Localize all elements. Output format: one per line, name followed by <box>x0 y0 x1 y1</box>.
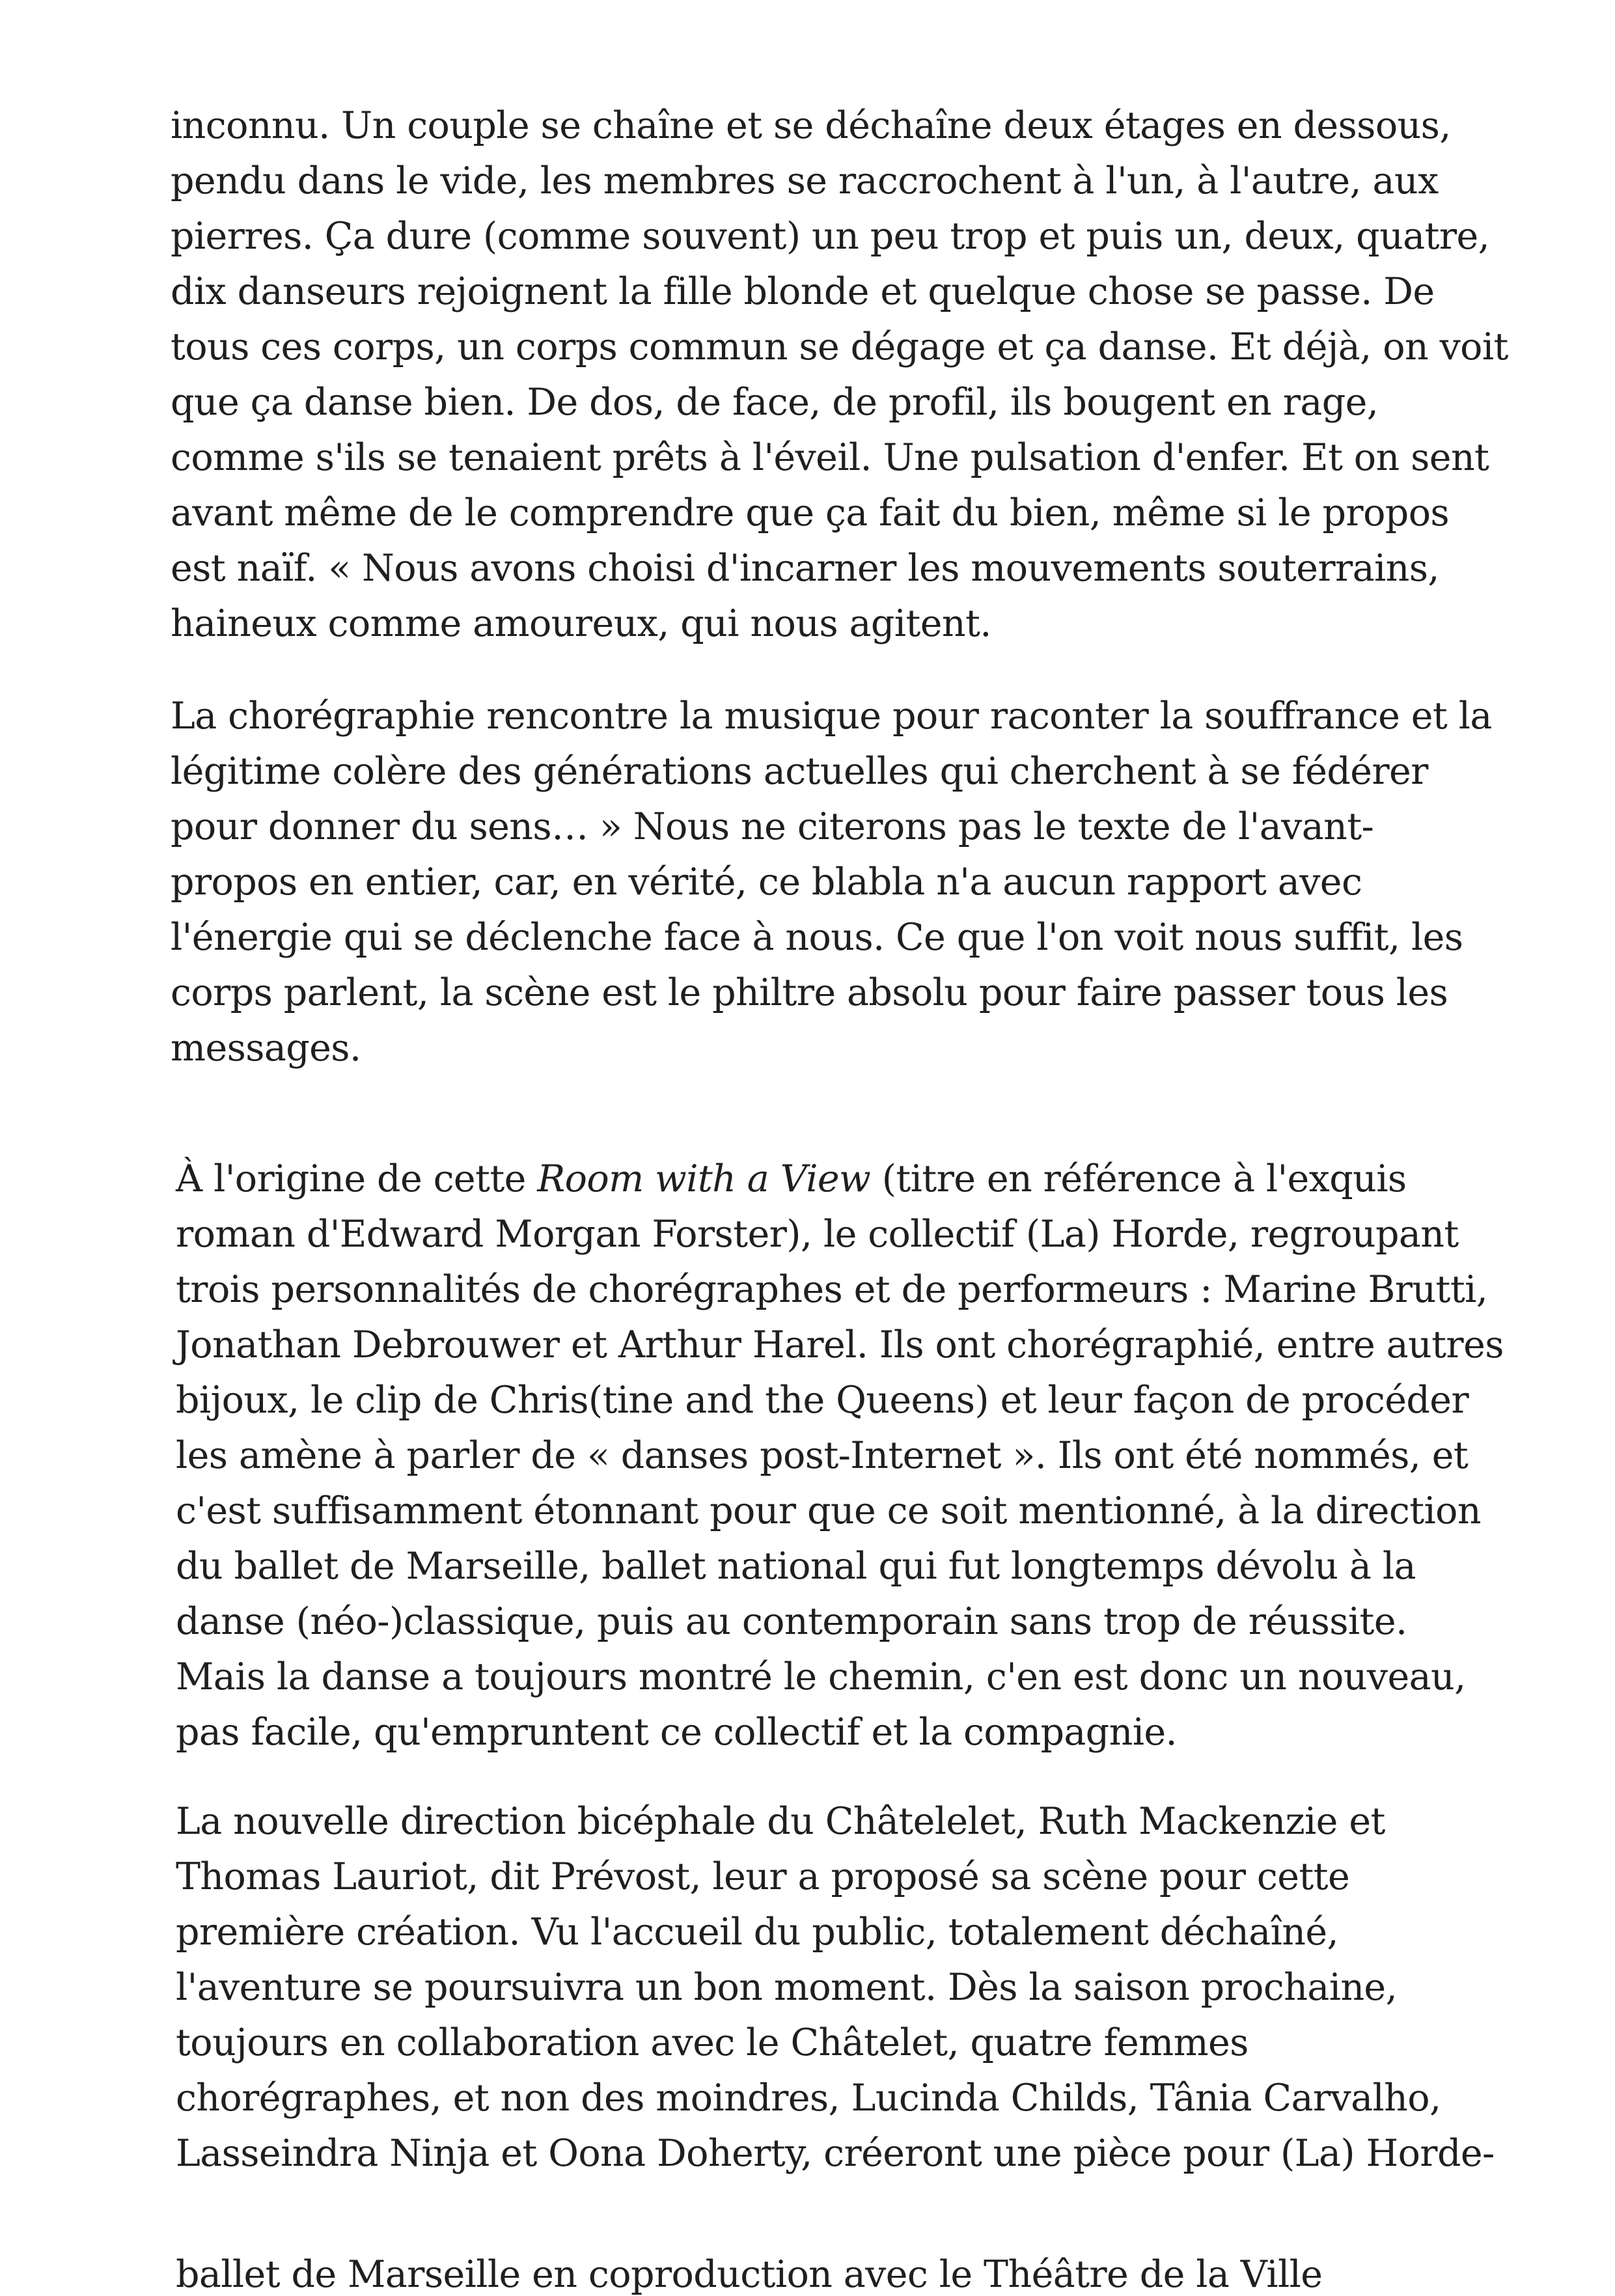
text-line: Jonathan Debrouwer et Arthur Harel. Ils ont chorégraphié, entre autres <box>176 1323 1504 1366</box>
text-line: trois personnalités de chorégraphes et de performeurs : Marine Brutti, <box>176 1268 1488 1311</box>
cut-off-line <box>0 2253 1615 2296</box>
text-line: les amène à parler de « danses post-Internet ». Ils ont été nommés, et <box>176 1434 1469 1477</box>
text-line: inconnu. Un couple se chaîne et se déchaîne deux étages en dessous, <box>171 104 1451 147</box>
text-line: La nouvelle direction bicéphale du Châtelelet, Ruth Mackenzie et <box>176 1800 1385 1843</box>
text-line: pendu dans le vide, les membres se raccrochent à l'un, à l'autre, aux <box>171 159 1439 202</box>
text-line: première création. Vu l'accueil du public, totalement déchaîné, <box>176 1911 1339 1954</box>
text-line: dix danseurs rejoignent la fille blonde et quelque chose se passe. De <box>171 270 1435 313</box>
text-line: bijoux, le clip de Chris(tine and the Queens) et leur façon de procéder <box>176 1379 1469 1422</box>
text-line: roman d'Edward Morgan Forster), le collectif (La) Horde, regroupant <box>176 1213 1459 1256</box>
text-line: haineux comme amoureux, qui nous agitent. <box>171 602 991 645</box>
text-line: c'est suffisamment étonnant pour que ce soit mentionné, à la direction <box>176 1489 1481 1532</box>
text-line: La chorégraphie rencontre la musique pour raconter la souffrance et la <box>171 695 1492 738</box>
text-line: corps parlent, la scène est le philtre absolu pour faire passer tous les <box>171 971 1448 1014</box>
text-run: À l'origine de cette <box>176 1157 538 1200</box>
text-line: légitime colère des générations actuelles qui cherchent à se fédérer <box>171 750 1428 793</box>
text-line: avant même de le comprendre que ça fait du bien, même si le propos <box>171 491 1450 534</box>
text-line: Thomas Lauriot, dit Prévost, leur a proposé sa scène pour cette <box>176 1855 1350 1898</box>
text-line: du ballet de Marseille, ballet national qui fut longtemps dévolu à la <box>176 1545 1416 1588</box>
text-line: Mais la danse a toujours montré le chemin, c'en est donc un nouveau, <box>176 1655 1466 1698</box>
text-line <box>176 1157 1407 1200</box>
text-line: pour donner du sens… » Nous ne citerons pas le texte de l'avant- <box>171 805 1374 848</box>
text-line: tous ces corps, un corps commun se dégage et ça danse. Et déjà, on voit <box>171 325 1508 368</box>
text-line: que ça danse bien. De dos, de face, de profil, ils bougent en rage, <box>171 381 1379 424</box>
text-line: messages. <box>171 1027 361 1070</box>
text-line: propos en entier, car, en vérité, ce blabla n'a aucun rapport avec <box>171 861 1362 904</box>
text-line: l'énergie qui se déclenche face à nous. Ce que l'on voit nous suffit, les <box>171 916 1463 959</box>
text-line: Lasseindra Ninja et Oona Doherty, créeront une pièce pour (La) Horde- <box>176 2132 1495 2175</box>
text-line: l'aventure se poursuivra un bon moment. Dès la saison prochaine, <box>176 1966 1398 2009</box>
text-line: toujours en collaboration avec le Châtelet, quatre femmes <box>176 2021 1249 2064</box>
text-line: ballet de Marseille en coproduction avec le Théâtre de la Ville <box>176 2253 1323 2296</box>
text-line: comme s'ils se tenaient prêts à l'éveil. Une pulsation d'enfer. Et on sent <box>171 436 1489 479</box>
text-run: (titre en référence à l'exquis <box>870 1157 1407 1200</box>
text-line: chorégraphes, et non des moindres, Lucinda Childs, Tânia Carvalho, <box>176 2077 1441 2120</box>
text-line: est naïf. « Nous avons choisi d'incarner les mouvements souterrains, <box>171 547 1439 590</box>
book-title: Room with a View <box>537 1157 871 1200</box>
text-line: pas facile, qu'empruntent ce collectif et la compagnie. <box>176 1711 1178 1754</box>
text-line: pierres. Ça dure (comme souvent) un peu trop et puis un, deux, quatre, <box>171 215 1490 258</box>
text-line: danse (néo-)classique, puis au contemporain sans trop de réussite. <box>176 1600 1407 1643</box>
